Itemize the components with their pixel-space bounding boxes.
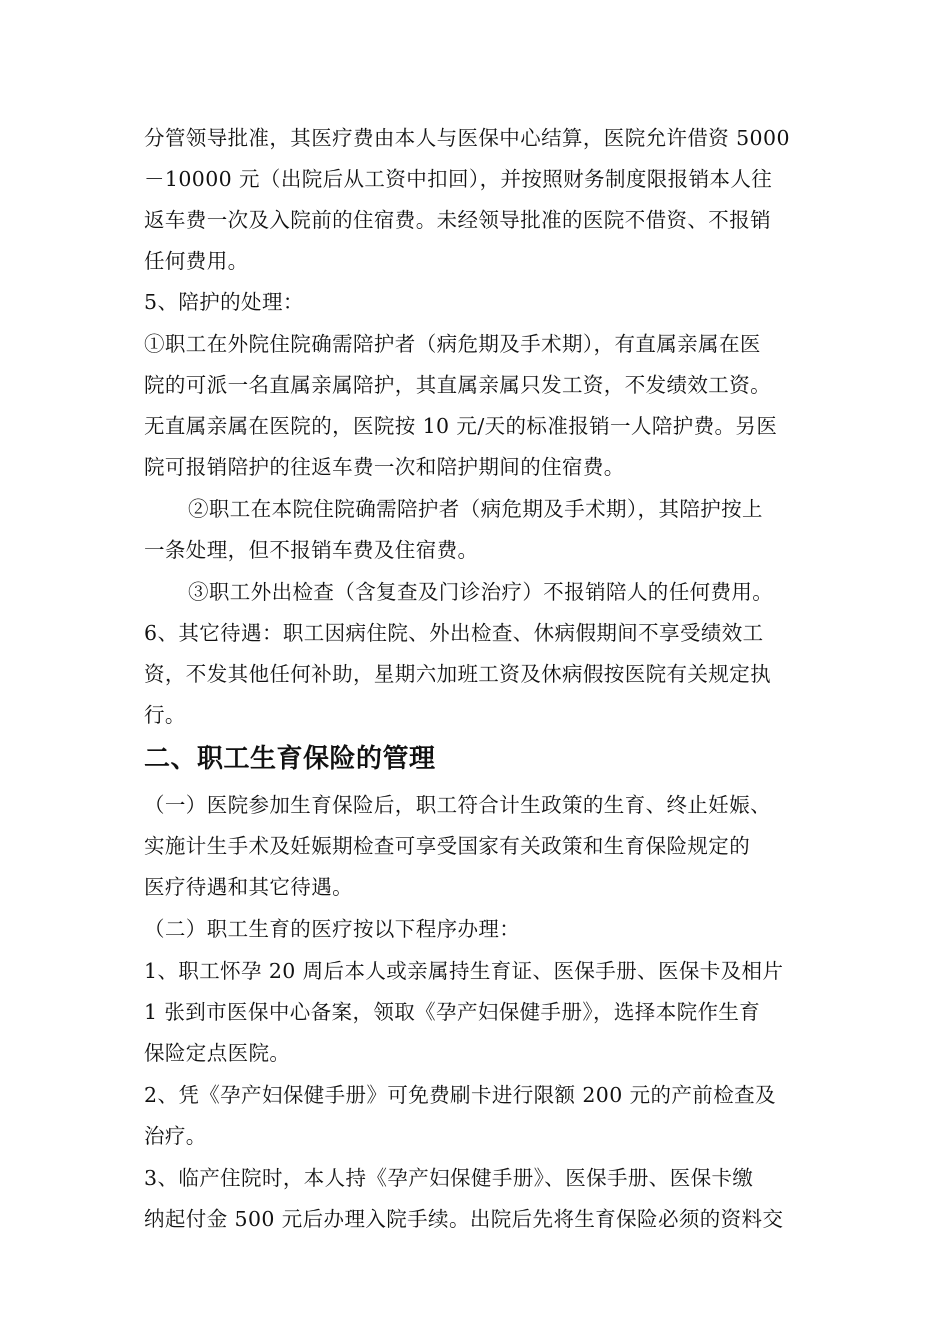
text-line: ①职工在外院住院确需陪护者（病危期及手术期），有直属亲属在医 [144, 332, 761, 356]
paragraph-maternity-procedure: （二）职工生育的医疗按以下程序办理： [144, 917, 521, 941]
paragraph-procedure-item-2 [144, 1076, 810, 1155]
text-line: ③职工外出检查（含复查及门诊治疗）不报销陪人的任何费用。 [188, 580, 774, 604]
section-2-heading: 二、职工生育保险的管理 [144, 744, 436, 774]
paragraph-other-benefits [144, 614, 810, 734]
document-page [144, 119, 810, 1238]
text-line: 分管领导批准，其医疗费由本人与医保中心结算，医院允许借资 5000 [144, 126, 790, 150]
text-line: ②职工在本院住院确需陪护者（病危期及手术期），其陪护按上 [188, 497, 763, 521]
text-line: 1、职工怀孕 20 周后本人或亲属持生育证、医保手册、医保卡及相片 [144, 959, 784, 983]
text-line: 6、其它待遇：职工因病住院、外出检查、休病假期间不享受绩效工 [144, 621, 764, 645]
paragraph-maternity-intro [144, 786, 810, 906]
paragraph-procedure-item-1 [144, 952, 810, 1072]
text-line: －10000 元（出院后从工资中扣回），并按照财务制度限报销本人往 [144, 167, 773, 191]
text-line: 纳起付金 500 元后办理入院手续。出院后先将生育保险必须的资料交 [144, 1207, 784, 1231]
text-line: 任何费用。 [144, 249, 249, 273]
paragraph-outside-exam [144, 573, 810, 611]
paragraph-caregiver-outside [144, 325, 810, 486]
text-line: 院可报销陪护的往返车费一次和陪护期间的住宿费。 [144, 455, 625, 479]
text-line: 行。 [144, 703, 186, 727]
item-5-title: 5、陪护的处理： [144, 290, 304, 314]
text-line: 保险定点医院。 [144, 1041, 291, 1065]
text-line: 3、临产住院时，本人持《孕产妇保健手册》、医保手册、医保卡缴 [144, 1166, 754, 1190]
text-line: 无直属亲属在医院的，医院按 10 元/天的标准报销一人陪护费。另医 [144, 414, 778, 438]
text-line: 2、凭《孕产妇保健手册》可免费刷卡进行限额 200 元的产前检查及 [144, 1083, 776, 1107]
text-line: 院的可派一名直属亲属陪护，其直属亲属只发工资，不发绩效工资。 [144, 373, 771, 397]
text-line: 资，不发其他任何补助，星期六加班工资及休病假按医院有关规定执 [144, 662, 771, 686]
text-line: 实施计生手术及妊娠期检查可享受国家有关政策和生育保险规定的 [144, 834, 751, 858]
text-line: 返车费一次及入院前的住宿费。未经领导批准的医院不借资、不报销 [144, 208, 771, 232]
text-line: （一）医院参加生育保险后，职工符合计生政策的生育、终止妊娠、 [144, 793, 771, 817]
text-line: 1 张到市医保中心备案，领取《孕产妇保健手册》，选择本院作生育 [144, 1000, 761, 1024]
paragraph-procedure-item-3 [144, 1159, 810, 1238]
paragraph-reimbursement [144, 119, 810, 280]
text-line: 一条处理，但不报销车费及住宿费。 [144, 538, 479, 562]
paragraph-caregiver-inside [144, 490, 810, 569]
text-line: 治疗。 [144, 1124, 207, 1148]
text-line: 医疗待遇和其它待遇。 [144, 875, 353, 899]
